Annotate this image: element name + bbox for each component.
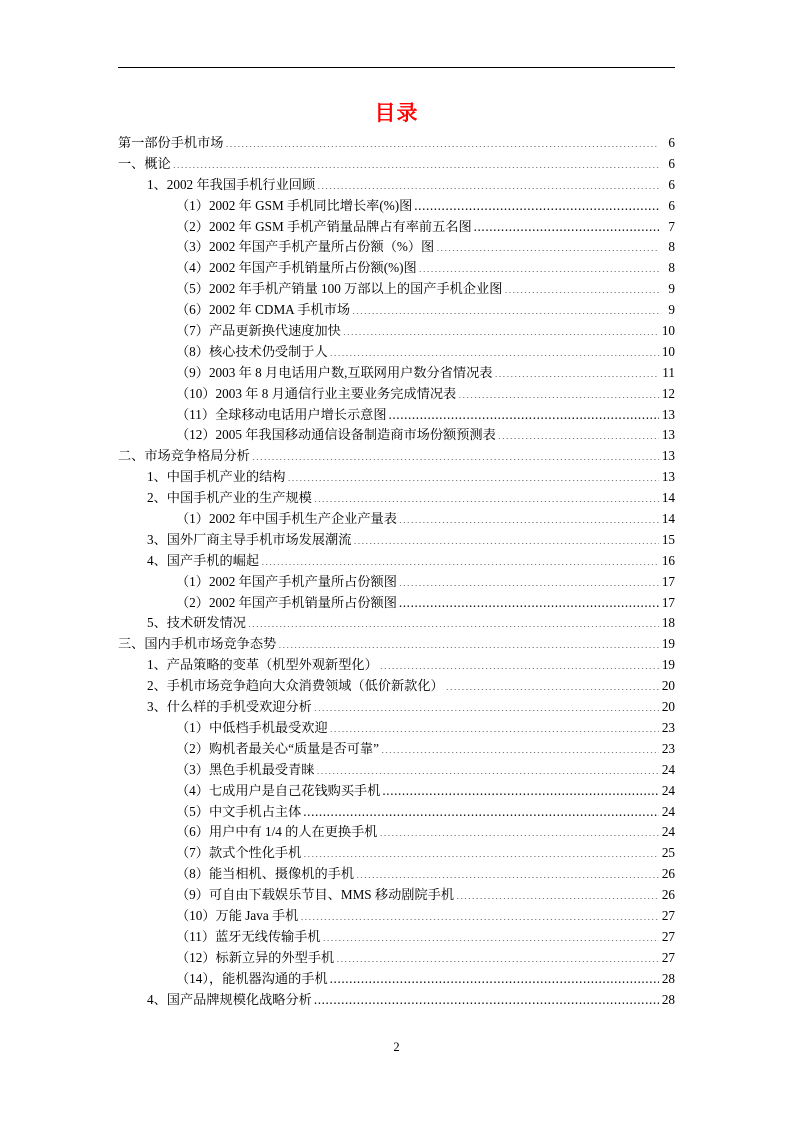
- toc-entry[interactable]: [118, 154, 675, 175]
- toc-entry[interactable]: [118, 802, 675, 823]
- toc-entry-label: （4）2002 年国产手机销量所占份额(%)图: [176, 260, 417, 276]
- toc-entry[interactable]: [118, 300, 675, 321]
- toc-entry-label: （9）可自由下载娱乐节目、MMS 移动剧院手机: [176, 887, 455, 903]
- toc-leader-dots: [343, 322, 659, 335]
- toc-entry-label: （2）2002 年 GSM 手机产销量品牌占有率前五名图: [176, 218, 472, 234]
- toc-leader-dots: [314, 489, 659, 502]
- toc-leader-dots: [336, 949, 659, 962]
- toc-entry[interactable]: [118, 990, 675, 1011]
- toc-entry-page-number: 14: [661, 511, 675, 527]
- toc-leader-dots: [330, 969, 659, 982]
- toc-leader-dots: [414, 196, 659, 209]
- toc-entry[interactable]: [118, 467, 675, 488]
- toc-leader-dots: [330, 343, 659, 356]
- toc-entry-page-number: 24: [661, 824, 675, 840]
- toc-entry-label: （8）能当相机、摄像机的手机: [176, 866, 355, 882]
- toc-entry-page-number: 20: [661, 699, 675, 715]
- toc-entry-label: （2）2002 年国产手机销量所占份额图: [176, 594, 397, 610]
- toc-entry-page-number: 24: [661, 761, 675, 777]
- toc-entry-label: 1、中国手机产业的结构: [147, 469, 286, 485]
- toc-leader-dots: [353, 531, 659, 544]
- toc-entry-label: （7）产品更新换代速度加快: [176, 323, 341, 339]
- toc-entry-page-number: 13: [661, 469, 675, 485]
- page-title: 目录: [374, 101, 419, 125]
- toc-entry-page-number: 6: [668, 197, 675, 213]
- toc-leader-dots: [399, 573, 659, 586]
- toc-leader-dots: [474, 217, 659, 230]
- toc-entry-label: （12）标新立异的外型手机: [176, 949, 335, 965]
- toc-entry[interactable]: [118, 175, 675, 196]
- table-of-contents: [118, 133, 675, 1010]
- toc-leader-dots: [446, 677, 659, 690]
- toc-entry-label: 三、国内手机市场竞争态势: [118, 636, 277, 652]
- toc-entry[interactable]: [118, 593, 675, 614]
- toc-entry[interactable]: [118, 969, 675, 990]
- toc-entry-page-number: 15: [661, 531, 675, 547]
- toc-entry-page-number: 9: [668, 281, 675, 297]
- toc-entry[interactable]: [118, 384, 675, 405]
- toc-leader-dots: [173, 155, 659, 168]
- toc-entry-page-number: 26: [661, 887, 675, 903]
- toc-entry-label: 2、中国手机产业的生产规模: [147, 490, 312, 506]
- toc-entry[interactable]: [118, 446, 675, 467]
- toc-entry[interactable]: [118, 237, 675, 258]
- toc-entry[interactable]: [118, 217, 675, 238]
- toc-entry[interactable]: [118, 196, 675, 217]
- toc-entry[interactable]: [118, 321, 675, 342]
- toc-entry-page-number: 10: [661, 343, 675, 359]
- toc-entry[interactable]: [118, 927, 675, 948]
- toc-leader-dots: [382, 781, 659, 794]
- toc-entry-label: （11）全球移动电话用户增长示意图: [176, 406, 387, 422]
- toc-leader-dots: [379, 823, 659, 836]
- toc-entry-page-number: 9: [668, 302, 675, 318]
- toc-entry[interactable]: [118, 822, 675, 843]
- toc-entry-page-number: 14: [661, 490, 675, 506]
- toc-entry[interactable]: [118, 530, 675, 551]
- toc-leader-dots: [458, 385, 659, 398]
- toc-entry[interactable]: [118, 279, 675, 300]
- toc-leader-dots: [323, 928, 659, 941]
- toc-entry[interactable]: [118, 718, 675, 739]
- toc-entry-label: （1）中低档手机最受欢迎: [176, 719, 328, 735]
- toc-entry-page-number: 7: [668, 218, 675, 234]
- toc-entry-page-number: 25: [661, 845, 675, 861]
- toc-entry-page-number: 28: [661, 970, 675, 986]
- toc-leader-dots: [303, 844, 659, 857]
- toc-entry-page-number: 23: [661, 719, 675, 735]
- toc-entry[interactable]: [118, 864, 675, 885]
- toc-entry[interactable]: [118, 509, 675, 530]
- toc-entry[interactable]: [118, 676, 675, 697]
- toc-leader-dots: [381, 740, 659, 753]
- footer-page-number: 2: [393, 1040, 400, 1054]
- toc-entry-page-number: 17: [661, 594, 675, 610]
- toc-entry-label: （2）购机者最关心“质量是否可靠”: [176, 740, 379, 756]
- toc-entry-page-number: 17: [661, 573, 675, 589]
- toc-entry-label: （9）2003 年 8 月电话用户数,互联网用户数分省情况表: [176, 364, 493, 380]
- toc-leader-dots: [226, 134, 660, 147]
- toc-entry[interactable]: [118, 551, 675, 572]
- toc-entry-page-number: 28: [661, 991, 675, 1007]
- toc-leader-dots: [303, 802, 659, 815]
- toc-entry-page-number: 10: [661, 323, 675, 339]
- toc-entry[interactable]: [118, 906, 675, 927]
- toc-entry-page-number: 6: [668, 155, 675, 171]
- toc-entry[interactable]: [118, 843, 675, 864]
- toc-leader-dots: [352, 301, 659, 314]
- toc-entry[interactable]: [118, 572, 675, 593]
- toc-entry-page-number: 16: [661, 552, 675, 568]
- toc-entry-page-number: 19: [661, 657, 675, 673]
- toc-leader-dots: [356, 865, 659, 878]
- toc-entry-page-number: 23: [661, 740, 675, 756]
- toc-leader-dots: [495, 364, 660, 377]
- toc-entry-label: 2、手机市场竞争趋向大众消费领域（低价新款化）: [147, 678, 444, 694]
- toc-entry[interactable]: [118, 258, 675, 279]
- toc-entry-page-number: 26: [661, 866, 675, 882]
- toc-entry[interactable]: [118, 739, 675, 760]
- toc-leader-dots: [248, 614, 659, 627]
- toc-entry[interactable]: [118, 363, 675, 384]
- toc-entry-page-number: 13: [661, 427, 675, 443]
- toc-entry-label: 3、什么样的手机受欢迎分析: [147, 699, 312, 715]
- toc-entry-label: （8）核心技术仍受制于人: [176, 343, 328, 359]
- toc-entry-page-number: 6: [668, 176, 675, 192]
- toc-entry-label: 一、概论: [118, 155, 171, 171]
- toc-entry[interactable]: [118, 948, 675, 969]
- toc-entry-label: （14），能机器沟通的手机: [176, 970, 328, 986]
- toc-entry[interactable]: [118, 655, 675, 676]
- toc-entry-page-number: 27: [661, 928, 675, 944]
- toc-entry-label: （12）2005 年我国移动通信设备制造商市场份额预测表: [176, 427, 496, 443]
- toc-entry[interactable]: [118, 781, 675, 802]
- toc-entry-label: （5）2002 年手机产销量 100 万部以上的国产手机企业图: [176, 281, 503, 297]
- toc-leader-dots: [436, 238, 659, 251]
- toc-entry-label: （6）用户中有 1/4 的人在更换手机: [176, 824, 378, 840]
- toc-entry-label: （1）2002 年中国手机生产企业产量表: [176, 511, 397, 527]
- toc-entry-page-number: 13: [661, 448, 675, 464]
- toc-entry-label: （3）2002 年国产手机产量所占份额（%）图: [176, 239, 435, 255]
- toc-leader-dots: [300, 907, 659, 920]
- toc-entry[interactable]: [118, 760, 675, 781]
- toc-entry-page-number: 13: [661, 406, 675, 422]
- toc-entry-page-number: 24: [661, 782, 675, 798]
- toc-entry-page-number: 24: [661, 803, 675, 819]
- toc-leader-dots: [314, 990, 659, 1003]
- toc-leader-dots: [314, 698, 659, 711]
- toc-entry-label: 1、2002 年我国手机行业回顾: [147, 176, 316, 192]
- toc-leader-dots: [389, 405, 659, 418]
- toc-entry-label: （10）2003 年 8 月通信行业主要业务完成情况表: [176, 385, 457, 401]
- toc-entry-label: 1、产品策略的变革（机型外观新型化）: [147, 657, 378, 673]
- toc-entry[interactable]: [118, 488, 675, 509]
- toc-leader-dots: [261, 552, 659, 565]
- toc-entry-label: （5）中文手机占主体: [176, 803, 302, 819]
- toc-leader-dots: [380, 656, 659, 669]
- toc-entry-label: （1）2002 年国产手机产量所占份额图: [176, 573, 397, 589]
- toc-entry-label: （1）2002 年 GSM 手机同比增长率(%)图: [176, 197, 413, 213]
- toc-entry-page-number: 27: [661, 949, 675, 965]
- toc-entry-page-number: 12: [661, 385, 675, 401]
- toc-entry-page-number: 8: [668, 239, 675, 255]
- toc-entry-label: （11）蓝牙无线传输手机: [176, 928, 321, 944]
- toc-leader-dots: [399, 593, 659, 606]
- toc-entry[interactable]: [118, 634, 675, 655]
- toc-entry[interactable]: [118, 342, 675, 363]
- toc-entry-page-number: 18: [661, 615, 675, 631]
- header-divider: [118, 67, 675, 68]
- toc-entry-label: （10）万能 Java 手机: [176, 907, 299, 923]
- toc-entry-page-number: 6: [668, 135, 675, 150]
- toc-entry-label: 第一部份手机市场: [118, 135, 224, 150]
- toc-entry[interactable]: [118, 425, 675, 446]
- toc-leader-dots: [316, 761, 659, 774]
- toc-entry-label: 4、国产手机的崛起: [147, 552, 260, 568]
- toc-entry-label: 3、国外厂商主导手机市场发展潮流: [147, 531, 352, 547]
- toc-leader-dots: [498, 426, 659, 439]
- toc-entry-label: （7）款式个性化手机: [176, 845, 302, 861]
- toc-entry-page-number: 20: [661, 678, 675, 694]
- toc-entry-page-number: 27: [661, 907, 675, 923]
- toc-entry-page-number: 8: [668, 260, 675, 276]
- toc-entry[interactable]: [118, 405, 675, 426]
- toc-entry[interactable]: [118, 613, 675, 634]
- toc-entry-label: 5、技术研发情况: [147, 615, 246, 631]
- toc-leader-dots: [287, 468, 659, 481]
- toc-leader-dots: [399, 510, 659, 523]
- toc-leader-dots: [456, 886, 659, 899]
- toc-entry-label: 4、国产品牌规模化战略分析: [147, 991, 312, 1007]
- toc-leader-dots: [419, 259, 659, 272]
- toc-entry-label: （6）2002 年 CDMA 手机市场: [176, 302, 351, 318]
- toc-entry[interactable]: [118, 697, 675, 718]
- toc-leader-dots: [252, 447, 659, 460]
- toc-leader-dots: [504, 280, 659, 293]
- toc-leader-dots: [330, 719, 659, 732]
- toc-leader-dots: [317, 176, 659, 189]
- toc-entry-page-number: 19: [661, 636, 675, 652]
- toc-entry-label: （3）黑色手机最受青睐: [176, 761, 315, 777]
- toc-entry[interactable]: [118, 885, 675, 906]
- toc-leader-dots: [278, 635, 659, 648]
- toc-entry-label: 二、市场竞争格局分析: [118, 448, 250, 464]
- toc-entry-label: （4）七成用户是自己花钱购买手机: [176, 782, 381, 798]
- toc-entry-page-number: 11: [662, 364, 675, 380]
- toc-entry[interactable]: [118, 133, 675, 154]
